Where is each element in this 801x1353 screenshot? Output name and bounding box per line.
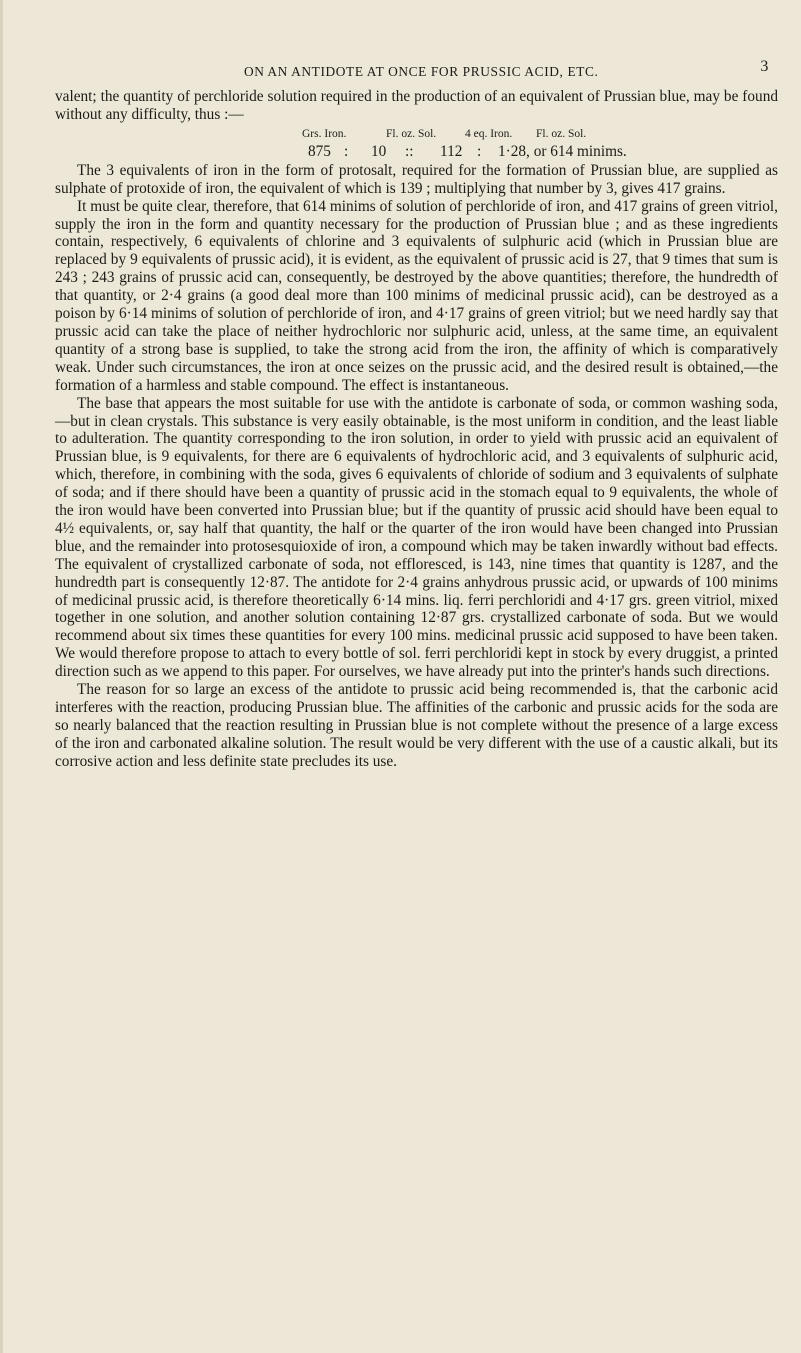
equation-header-4-eq-iron: 4 eq. Iron. — [465, 127, 513, 140]
equation-line — [55, 143, 778, 161]
equation-value: 112 — [440, 142, 463, 160]
equation-value: 875 — [308, 142, 331, 160]
running-head — [70, 58, 775, 84]
page-edge — [0, 0, 3, 1353]
equation-header-fl-oz-sol: Fl. oz. Sol. — [386, 127, 437, 140]
running-head-title: ON AN ANTIDOTE AT ONCE FOR PRUSSIC ACID, ETC. — [244, 64, 599, 79]
equation-operator: :: — [405, 142, 414, 160]
paragraph: The reason for so large an excess of the antidote to prussic acid being recommended is, that the carbonic acid interferes with the reaction, producing Prussian blue. The affinities of the carbonic and prussic acids for the soda are so nearly balanced that the reaction resulting in Prussian blue is not complete without the presence of a large excess of the iron and carbonated alkaline solution. The result would be very different with the use of a caustic alkali, but its corrosive action and less definite state precludes its use. — [55, 681, 778, 770]
equation-operator: : — [477, 142, 482, 160]
equation-header-fl-oz-sol-2: Fl. oz. Sol. — [536, 127, 587, 140]
body-text — [55, 88, 778, 771]
page-number: 3 — [760, 58, 769, 75]
equation-operator: : — [344, 142, 349, 160]
paragraph: The 3 equivalents of iron in the form of protosalt, required for the formation of Prussian blue, are supplied as sulphate of protoxide of iron, the equivalent of which is 139 ; multiplying that number by 3, gives 417 grains. — [55, 161, 778, 197]
equation-result: 1·28, or 614 minims. — [498, 142, 627, 160]
paragraph: The base that appears the most suitable for use with the antidote is carbonate of soda, or common washing soda,—but in clean crystals. This substance is very easily obtainable, is the most uniform in condition, and the least liable to adulteration. The quantity corresponding to the iron solution, in order to yield with prussic acid an equivalent of Prussian blue, is 9 equivalents, for there are 6 equivalents of hydrochloric acid, and 3 equivalents of sulphuric acid, which, therefore, in combining with the soda, gives 6 equivalents of chloride of sodium and 3 equivalents of sulphate of soda; and if there should have been a quantity of prussic acid in the stomach equal to 9 equivalents, the whole of the iron would have been converted into Prussian blue; but if the quantity of prussic acid should have been equal to 4½ equivalents, or, say half that quantity, the half or the quarter of the iron would have been changed into Prussian blue, and the remainder into protosesquioxide of iron, a compound which may be taken inwardly without bad effects. The equivalent of crystallized carbonate of soda, not effloresced, is 143, nine times that quantity is 1287, and the hundredth part is consequently 12·87. The antidote for 2·4 grains anhydrous prussic acid, or upwards of 100 minims of medicinal prussic acid, is therefore theoretically 6·14 mins. liq. ferri perchloridi and 4·17 grs. green vitriol, mixed together in one solution, and another solution containing 12·87 grs. crystallized carbonate of soda. But we would recommend about six times these quantities for every 100 mins. medicinal prussic acid supposed to have been taken. We would therefore propose to attach to every bottle of sol. ferri perchloridi kept in stock by every druggist, a printed direction such as we append to this paper. For ourselves, we have already put into the printer's hands such directions. — [55, 394, 778, 681]
equation-headers — [55, 127, 778, 141]
paragraph: It must be quite clear, therefore, that 614 minims of solution of perchloride of iron, and 417 grains of green vitriol, supply the iron in the form and quantity necessary for the production of Prussian blue ; and as these ingredients contain, respectively, 6 equivalents of chlorine and 3 equivalents of sulphuric acid (which in Prussian blue are replaced by 9 equivalents of prussic acid), it is evident, as the equivalent of prussic acid is 27, that 9 times that sum is 243 ; 243 grains of prussic acid can, consequently, be destroyed by the above quantities; therefore, the hundredth of that quantity, or 2·4 grains (a good deal more than 100 minims of medicinal prussic acid), can be destroyed as a poison by 6·14 minims of solution of perchloride of iron, and 4·17 grains of green vitriol; but we need hardly say that prussic acid can take the place of neither hydrochloric nor sulphuric acid, unless, at the same time, an equivalent quantity of a strong base is supplied, to take the strong acid from the iron, the affinity of which is comparatively weak. Under such circumstances, the iron at once seizes on the prussic acid, and the desired result is obtained,—the formation of a harmless and stable compound. The effect is instantaneous. — [55, 197, 778, 394]
equation-value: 10 — [371, 142, 387, 160]
paragraph-continuation: valent; the quantity of perchloride solution required in the production of an equivalent of Prussian blue, may be found without any difficulty, thus :— — [55, 88, 778, 123]
equation-header-grs-iron: Grs. Iron. — [302, 127, 347, 140]
